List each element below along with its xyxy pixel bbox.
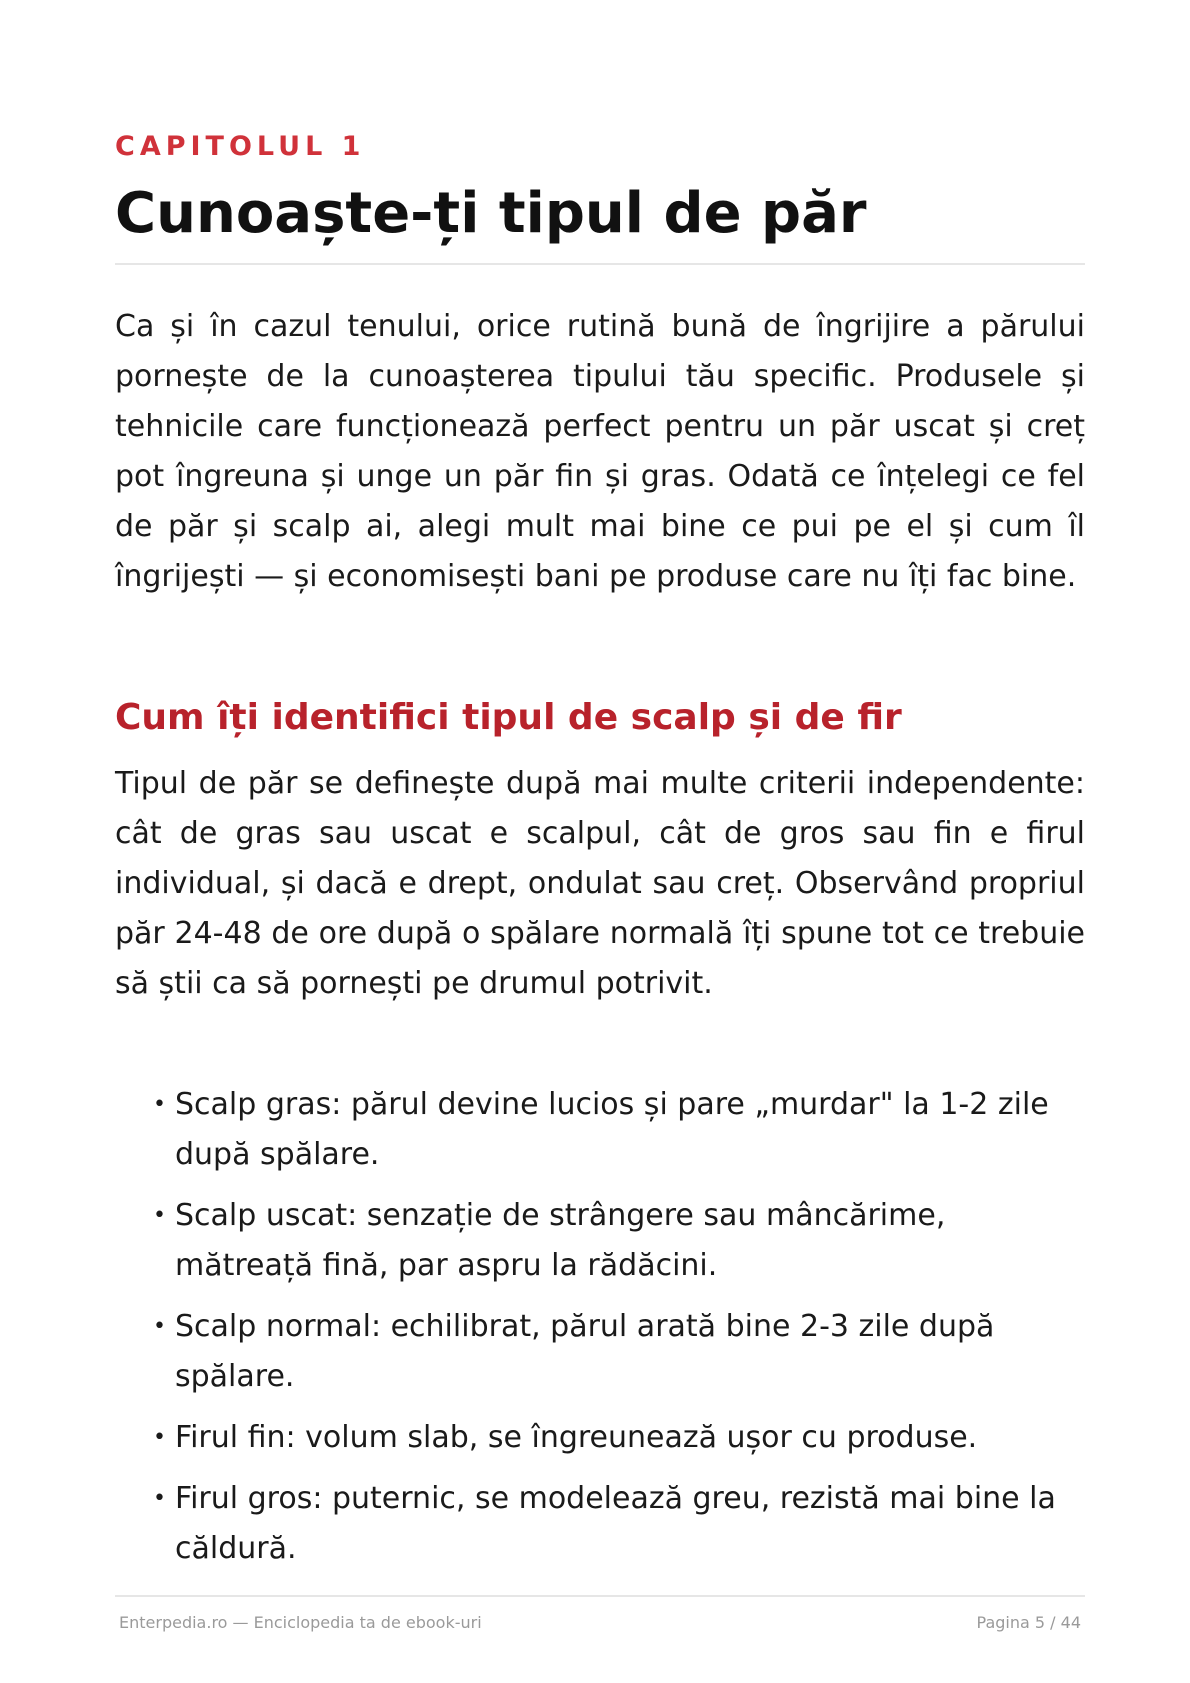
bullet-icon: • (153, 1425, 166, 1450)
list-item (153, 1302, 1085, 1402)
bullet-icon: • (153, 1092, 166, 1117)
bullet-icon: • (153, 1314, 166, 1339)
document-page (115, 0, 1085, 1683)
list-item-text: Scalp normal: echilibrat, părul arată bine 2-3 zile după spălare. (175, 1309, 995, 1394)
chapter-label: CAPITOLUL 1 (115, 131, 366, 162)
bullet-list (153, 1080, 1085, 1585)
list-item-text: Scalp gras: părul devine lucios și pare „murdar" la 1-2 zile după spălare. (175, 1087, 1049, 1172)
list-item-text: Firul fin: volum slab, se îngreunează ușor cu produse. (175, 1420, 978, 1455)
section-paragraph: Tipul de păr se definește după mai multe criterii independente: cât de gras sau uscat e scalpul, cât de gros sau fin e firul individual, și dacă e drept, ondulat sau creț. Observând propriul păr 24-48 de ore după o spălare normală îți spune tot ce trebuie să știi ca să pornești pe drumul potrivit. (115, 766, 1085, 1001)
list-item (153, 1474, 1085, 1574)
bullet-icon: • (153, 1203, 166, 1228)
section-heading: Cum îți identifici tipul de scalp și de fir (115, 697, 902, 738)
header-divider (115, 263, 1085, 265)
list-item (153, 1080, 1085, 1180)
footer-divider (115, 1595, 1085, 1597)
list-item (153, 1413, 1085, 1463)
intro-paragraph: Ca și în cazul tenului, orice rutină bună de îngrijire a părului pornește de la cunoașterea tipului tău specific. Produsele și tehnicile care funcționează perfect pentru un păr uscat și creț pot îngreuna și unge un păr fin și gras. Odată ce înțelegi ce fel de păr și scalp ai, alegi mult mai bine ce pui pe el și cum îl îngrijești — și economisești bani pe produse care nu îți fac bine. (115, 309, 1085, 594)
list-item (153, 1191, 1085, 1291)
list-item-text: Firul gros: puternic, se modelează greu, rezistă mai bine la căldură. (175, 1481, 1056, 1566)
footer-site-name: Enterpedia.ro — Enciclopedia ta de ebook-uri (119, 1613, 482, 1632)
chapter-title: Cunoaște-ți tipul de păr (115, 181, 867, 246)
bullet-icon: • (153, 1486, 166, 1511)
footer-page-number: Pagina 5 / 44 (976, 1613, 1081, 1632)
list-item-text: Scalp uscat: senzație de strângere sau mâncărime, mătreață fină, par aspru la rădăcini. (175, 1198, 946, 1283)
